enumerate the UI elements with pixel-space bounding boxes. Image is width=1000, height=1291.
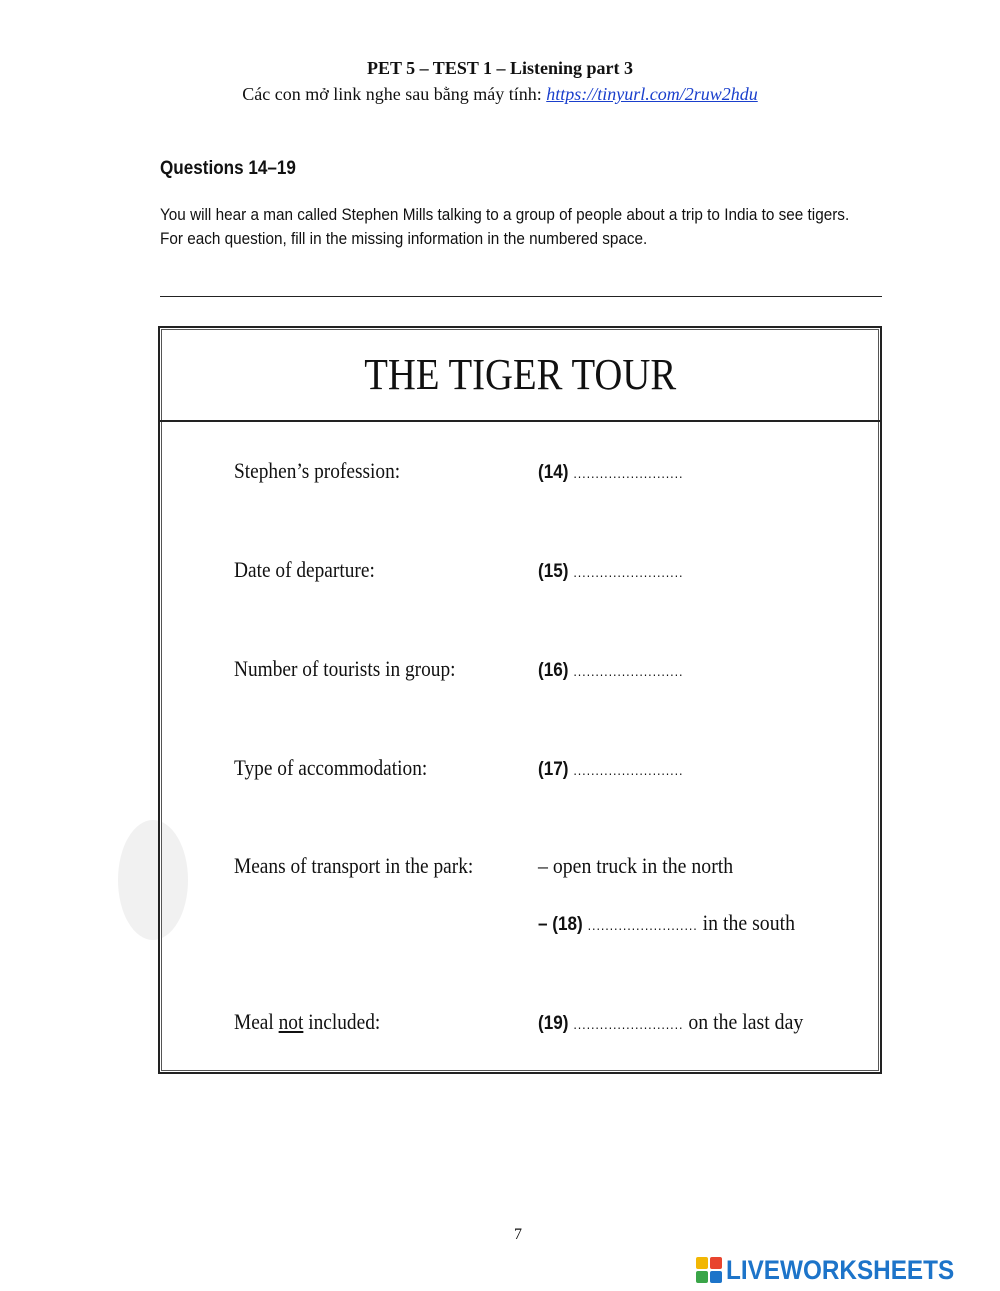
question-number: (19): [538, 1013, 569, 1034]
document-title: PET 5 – TEST 1 – Listening part 3: [366, 58, 634, 78]
divider: [160, 296, 882, 297]
question-number: (17): [538, 759, 569, 780]
row-label: Type of accommodation:: [234, 755, 428, 780]
answer-blank-17[interactable]: [538, 755, 683, 781]
dash: –: [538, 914, 553, 935]
instruction-line-1: You will hear a man called Stephen Mills talking to a group of people about a trip to India to see tigers.: [160, 205, 850, 224]
answer-suffix: in the south: [697, 910, 796, 935]
form-row-17: [234, 755, 874, 795]
liveworksheets-watermark: [696, 1252, 980, 1288]
answer-blank-19[interactable]: [538, 1009, 803, 1035]
blank-dots: .........................: [573, 663, 684, 679]
answer-suffix: on the last day: [683, 1009, 804, 1034]
answer-blank-16[interactable]: [538, 656, 683, 682]
row-label: Means of transport in the park:: [234, 853, 474, 878]
label-prefix: Meal: [234, 1009, 279, 1034]
form-row-15: [234, 557, 874, 597]
row-label: Date of departure:: [234, 557, 375, 582]
question-number: (15): [538, 561, 569, 582]
blank-dots: .........................: [573, 1016, 684, 1032]
form-row-18: [234, 910, 874, 950]
blank-dots: .........................: [573, 762, 684, 778]
row-label: Stephen’s profession:: [234, 458, 401, 483]
subtitle-text: Các con mở link nghe sau bằng máy tính:: [242, 84, 547, 104]
answer-blank-18[interactable]: [538, 910, 795, 936]
question-number: (16): [538, 660, 569, 681]
row-label: Number of tourists in group:: [234, 656, 456, 681]
label-suffix: included:: [303, 1009, 381, 1034]
questions-instructions: [160, 203, 880, 251]
transport-line-1: – open truck in the north: [538, 853, 734, 878]
label-underlined: not: [278, 1009, 304, 1034]
questions-heading: Questions 14–19: [160, 158, 296, 179]
document-subtitle: [0, 84, 1000, 105]
tiger-tour-form: [158, 326, 882, 1074]
blank-dots: .........................: [573, 564, 684, 580]
form-row-19: [234, 1009, 874, 1049]
question-number: (14): [538, 462, 569, 483]
form-row-transport: [234, 853, 874, 893]
answer-blank-14[interactable]: [538, 458, 683, 484]
blank-dots: .........................: [573, 465, 684, 481]
page-number: 7: [514, 1226, 522, 1243]
liveworksheets-logo-icon: [696, 1257, 722, 1283]
question-number: (18): [552, 914, 583, 935]
answer-blank-15[interactable]: [538, 557, 683, 583]
watermark-text: LIVEWORKSHEETS: [726, 1254, 955, 1285]
instruction-line-2: For each question, fill in the missing information in the numbered space.: [160, 229, 648, 248]
row-label: [234, 1009, 380, 1035]
form-row-16: [234, 656, 874, 696]
blank-dots: .........................: [587, 917, 698, 933]
form-banner: [160, 328, 880, 422]
form-row-14: [234, 458, 874, 498]
form-title: THE TIGER TOUR: [364, 349, 676, 399]
audio-link[interactable]: https://tinyurl.com/2ruw2hdu: [546, 84, 758, 104]
